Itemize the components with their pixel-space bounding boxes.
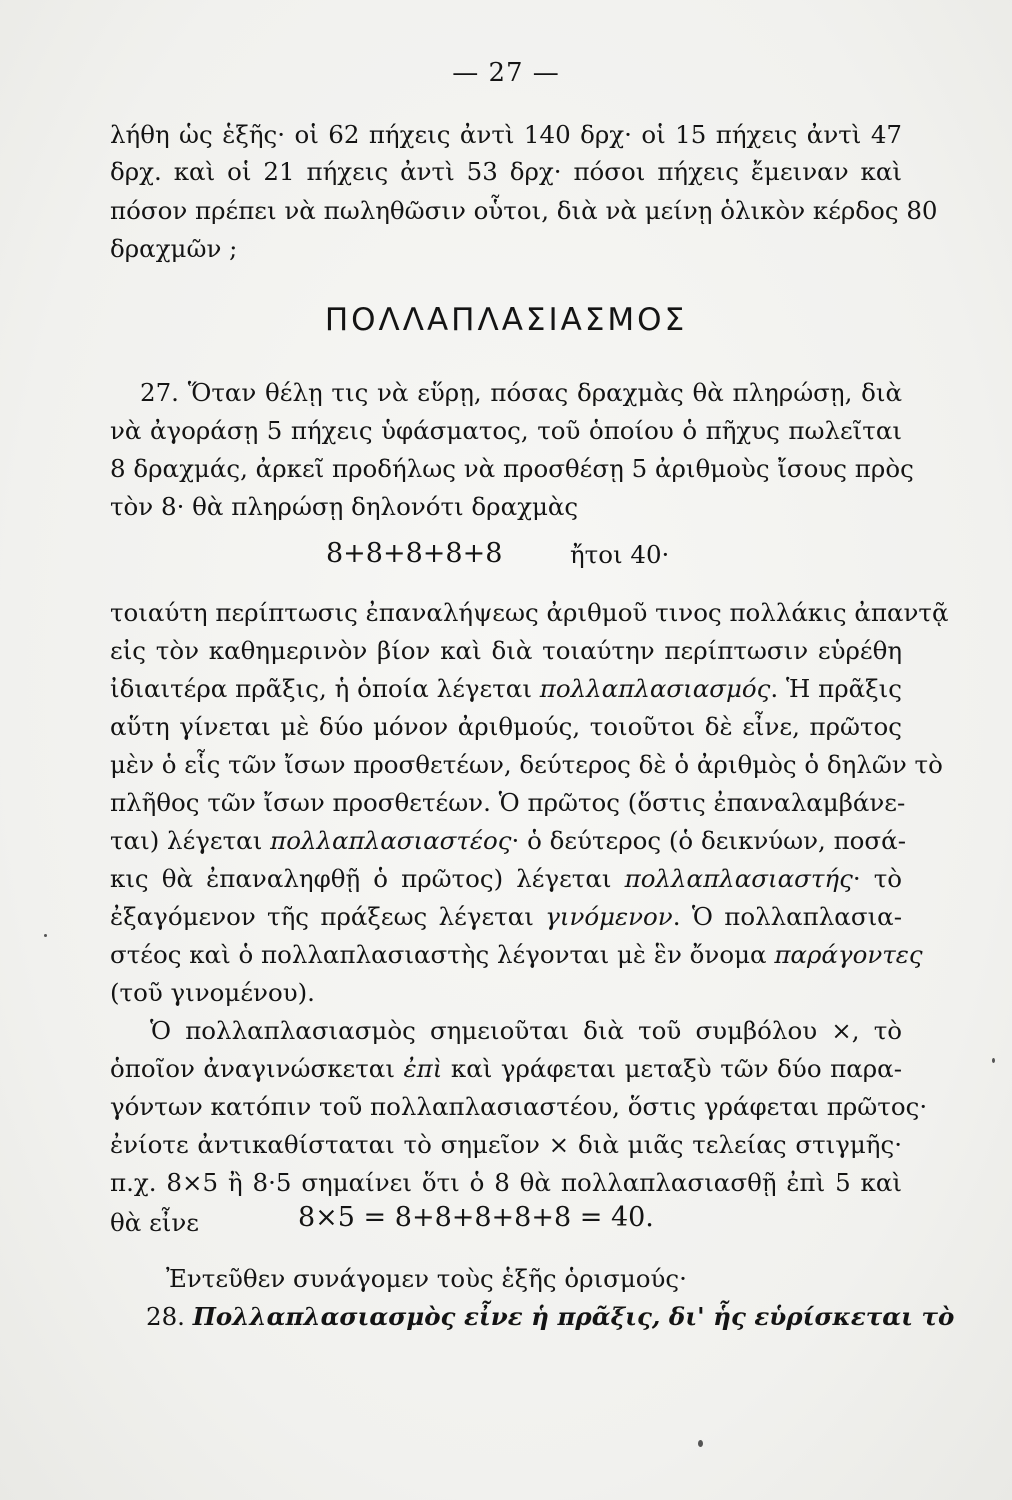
- symbol-line-4: ἐνίοτε ἀντικαθίσταται τὸ σημεῖον × διὰ μιᾶς τελείας στιγμῆς·: [110, 1130, 902, 1159]
- section-heading: ΠΟΛΛΑΠΛΑΣΙΑΣΜΟΣ: [324, 302, 688, 338]
- intro-line-4: δραχμῶν ;: [110, 234, 238, 263]
- para27-line-2: νὰ ἀγοράσῃ 5 πήχεις ὑφάσματος, τοῦ ὁποίου ὁ πῆχυς πωλεῖται: [110, 416, 902, 445]
- print-speck: [992, 1058, 995, 1063]
- page-number: — 27 —: [452, 58, 560, 88]
- sum-result: ἤτοι 40·: [570, 540, 670, 569]
- para27b-line-4: αὕτη γίνεται μὲ δύο μόνον ἀριθμούς, τοιοῦτοι δὲ εἶνε, πρῶτος: [110, 712, 902, 741]
- symbol-line-1: Ὁ πολλαπλασιασμὸς σημειοῦται διὰ τοῦ συμβόλου ×, τὸ: [150, 1016, 902, 1045]
- definition-number: 28.: [146, 1302, 185, 1331]
- para27b-line-6: πλῆθος τῶν ἴσων προσθετέων. Ὁ πρῶτος (ὅστις ἐπαναλαμβάνε-: [110, 788, 906, 817]
- para27b-line-9: ἐξαγόμενον τῆς πράξεως λέγεται γινόμενον. Ὁ πολλαπλασια-: [110, 902, 902, 931]
- definition-28: [146, 1300, 955, 1334]
- product-equation: 8×5 = 8+8+8+8+8 = 40.: [298, 1202, 654, 1233]
- intro-line-3: πόσον πρέπει νὰ πωληθῶσιν οὗτοι, διὰ νὰ μείνῃ ὁλικὸν κέρδος 80: [110, 196, 938, 225]
- sum-expression: 8+8+8+8+8: [326, 538, 503, 569]
- term-multiplicand: πολλαπλασιαστέος: [270, 826, 512, 855]
- para27b-line-7: ται) λέγεται πολλαπλασιαστέος· ὁ δεύτερος (ὁ δεικνύων, ποσά-: [110, 826, 906, 855]
- para27b-line-5: μὲν ὁ εἷς τῶν ἴσων προσθετέων, δεύτερος δὲ ὁ ἀριθμὸς ὁ δηλῶν τὸ: [110, 750, 943, 779]
- definitions-intro: Ἐντεῦθεν συνάγομεν τοὺς ἑξῆς ὁρισμούς·: [166, 1264, 687, 1293]
- para27b-line-3: ἰδιαιτέρα πρᾶξις, ἡ ὁποία λέγεται πολλαπλασιασμός. Ἡ πρᾶξις: [110, 674, 902, 703]
- symbol-line-6-prefix: θὰ εἶνε: [110, 1208, 199, 1237]
- para27-line-4: τὸν 8· θὰ πληρώσῃ δηλονότι δραχμὰς: [110, 492, 579, 521]
- para27b-line-10: στέος καὶ ὁ πολλαπλασιαστὴς λέγονται μὲ ἓν ὄνομα παράγοντες: [110, 940, 923, 969]
- para27-line-3: 8 δραχμάς, ἀρκεῖ προδήλως νὰ προσθέσῃ 5 ἀριθμοὺς ἴσους πρὸς: [110, 454, 914, 483]
- term-multiplication: πολλαπλασιασμός: [539, 674, 771, 703]
- para27b-line-1: τοιαύτη περίπτωσις ἐπαναλήψεως ἀριθμοῦ τινος πολλάκις ἀπαντᾷ: [110, 598, 949, 627]
- term-factors: παράγοντες: [774, 940, 923, 969]
- definition-text: Πολλαπλασιασμὸς εἶνε ἡ πρᾶξις, δι' ἧς εὑρίσκεται τὸ: [192, 1302, 955, 1331]
- print-speck: [698, 1440, 703, 1447]
- symbol-line-3: γόντων κατόπιν τοῦ πολλαπλασιαστέου, ὅστις γράφεται πρῶτος·: [110, 1092, 928, 1121]
- term-product: γινόμενον: [545, 902, 673, 931]
- symbol-line-2: ὁποῖον ἀναγινώσκεται ἐπὶ καὶ γράφεται μεταξὺ τῶν δύο παρα-: [110, 1054, 902, 1083]
- para27-line-1: 27. Ὅταν θέλῃ τις νὰ εὕρῃ, πόσας δραχμὰς θὰ πληρώσῃ, διὰ: [140, 378, 902, 407]
- para27b-line-11: (τοῦ γινομένου).: [110, 978, 315, 1007]
- para27b-line-2: εἰς τὸν καθημερινὸν βίον καὶ διὰ τοιαύτην περίπτωσιν εὑρέθη: [110, 636, 902, 665]
- term-multiplier: πολλαπλασιαστής: [624, 864, 853, 893]
- intro-line-2: δρχ. καὶ οἱ 21 πήχεις ἀντὶ 53 δρχ· πόσοι πήχεις ἔμειναν καὶ: [110, 157, 902, 186]
- print-speck: [44, 934, 47, 937]
- symbol-line-5: π.χ. 8×5 ἢ 8·5 σημαίνει ὅτι ὁ 8 θὰ πολλαπλασιασθῇ ἐπὶ 5 καὶ: [110, 1168, 902, 1197]
- term-epi: ἐπὶ: [403, 1054, 443, 1083]
- para27b-line-8: κις θὰ ἐπαναληφθῇ ὁ πρῶτος) λέγεται πολλαπλασιαστής· τὸ: [110, 864, 903, 893]
- intro-line-1: λήθη ὡς ἑξῆς· οἱ 62 πήχεις ἀντὶ 140 δρχ· οἱ 15 πήχεις ἀντὶ 47: [110, 120, 902, 149]
